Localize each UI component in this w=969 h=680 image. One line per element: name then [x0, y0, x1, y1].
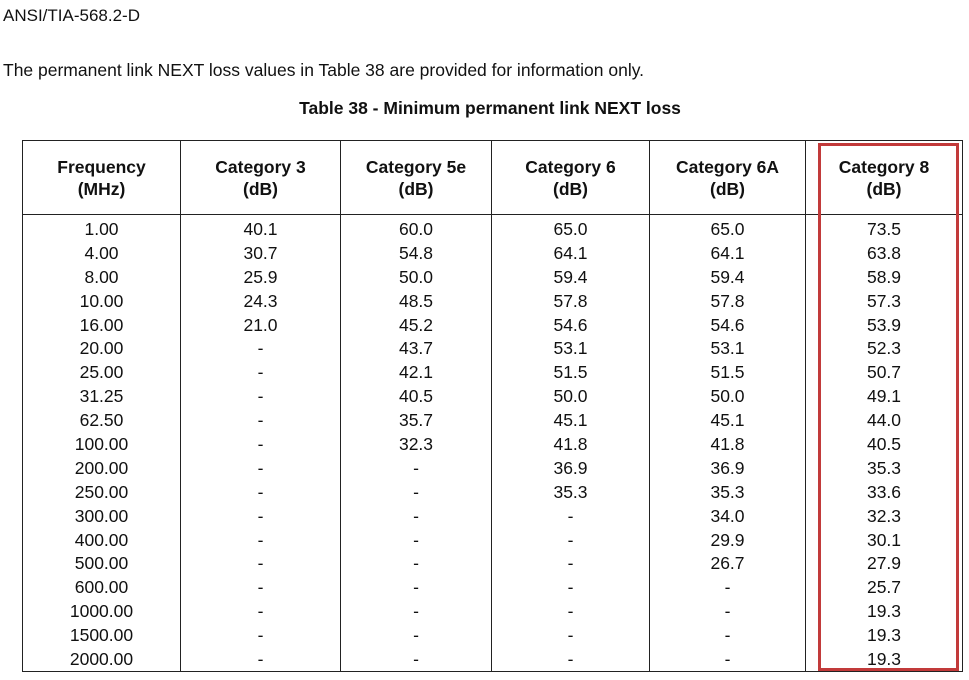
category-3-cell: -	[181, 623, 341, 647]
category-6-cell: -	[492, 528, 650, 552]
next-loss-table	[22, 140, 963, 672]
table-row	[23, 265, 963, 289]
category-8-cell: 49.1	[806, 384, 963, 408]
category-6a-cell: 50.0	[650, 384, 806, 408]
category-5e-cell: 32.3	[341, 432, 492, 456]
category-5e-cell: -	[341, 599, 492, 623]
category-3-cell: -	[181, 647, 341, 671]
category-6-cell: 64.1	[492, 241, 650, 265]
frequency-cell: 4.00	[23, 241, 181, 265]
category-5e-cell: -	[341, 551, 492, 575]
table-row	[23, 599, 963, 623]
category-6a-cell: 54.6	[650, 313, 806, 337]
table-row	[23, 528, 963, 552]
category-5e-cell: -	[341, 480, 492, 504]
table-row	[23, 360, 963, 384]
category-8-cell: 27.9	[806, 551, 963, 575]
frequency-cell: 1.00	[23, 215, 181, 241]
table-row	[23, 432, 963, 456]
category-5e-cell: 42.1	[341, 360, 492, 384]
table-row	[23, 384, 963, 408]
category-8-cell: 32.3	[806, 504, 963, 528]
category-5e-cell: -	[341, 456, 492, 480]
category-6a-cell: 53.1	[650, 336, 806, 360]
table-title: Table 38 - Minimum permanent link NEXT loss	[299, 98, 681, 118]
header-frequency	[23, 141, 181, 215]
header-label: Frequency	[57, 156, 146, 177]
header-category-6	[492, 141, 650, 215]
category-3-cell: -	[181, 336, 341, 360]
category-5e-cell: -	[341, 575, 492, 599]
category-3-cell: -	[181, 504, 341, 528]
frequency-cell: 2000.00	[23, 647, 181, 671]
category-6-cell: 57.8	[492, 289, 650, 313]
category-3-cell: -	[181, 480, 341, 504]
category-6-cell: 65.0	[492, 215, 650, 241]
category-6-cell: -	[492, 504, 650, 528]
category-8-cell: 35.3	[806, 456, 963, 480]
category-3-cell: 21.0	[181, 313, 341, 337]
table-row	[23, 504, 963, 528]
table-body	[23, 215, 963, 672]
category-3-cell: 25.9	[181, 265, 341, 289]
category-3-cell: -	[181, 360, 341, 384]
frequency-cell: 600.00	[23, 575, 181, 599]
category-3-cell: -	[181, 408, 341, 432]
category-6-cell: 35.3	[492, 480, 650, 504]
frequency-cell: 25.00	[23, 360, 181, 384]
table-row	[23, 647, 963, 671]
category-8-cell: 19.3	[806, 599, 963, 623]
category-6-cell: -	[492, 551, 650, 575]
category-5e-cell: 45.2	[341, 313, 492, 337]
category-3-cell: 40.1	[181, 215, 341, 241]
category-3-cell: 24.3	[181, 289, 341, 313]
header-unit: (dB)	[243, 178, 278, 199]
table-header-row	[23, 141, 963, 215]
category-3-cell: -	[181, 551, 341, 575]
category-6-cell: 51.5	[492, 360, 650, 384]
table-row	[23, 456, 963, 480]
table-row	[23, 215, 963, 241]
category-6-cell: 50.0	[492, 384, 650, 408]
category-8-cell: 40.5	[806, 432, 963, 456]
header-unit: (dB)	[398, 178, 434, 199]
header-label: Category 8	[838, 156, 930, 177]
category-6a-cell: 64.1	[650, 241, 806, 265]
header-label: Category 5e	[365, 156, 467, 177]
header-label: Category 3	[215, 156, 306, 177]
category-6a-cell: 34.0	[650, 504, 806, 528]
table-row	[23, 289, 963, 313]
category-6-cell: 45.1	[492, 408, 650, 432]
header-label: Category 6	[525, 156, 616, 177]
table-row	[23, 551, 963, 575]
category-6-cell: -	[492, 575, 650, 599]
category-6-cell: -	[492, 647, 650, 671]
table-row	[23, 408, 963, 432]
header-label: Category 6A	[675, 156, 780, 177]
category-6-cell: -	[492, 599, 650, 623]
frequency-cell: 10.00	[23, 289, 181, 313]
category-5e-cell: -	[341, 647, 492, 671]
category-6-cell: 54.6	[492, 313, 650, 337]
intro-text: The permanent link NEXT loss values in Table 38 are provided for information only.	[3, 60, 645, 80]
category-8-cell: 53.9	[806, 313, 963, 337]
category-8-cell: 25.7	[806, 575, 963, 599]
category-6a-cell: 29.9	[650, 528, 806, 552]
category-8-cell: 57.3	[806, 289, 963, 313]
category-5e-cell: 40.5	[341, 384, 492, 408]
category-6-cell: 59.4	[492, 265, 650, 289]
category-5e-cell: 35.7	[341, 408, 492, 432]
header-unit: (dB)	[866, 178, 902, 199]
table-row	[23, 480, 963, 504]
frequency-cell: 20.00	[23, 336, 181, 360]
header-unit: (dB)	[710, 178, 745, 199]
category-6a-cell: -	[650, 575, 806, 599]
category-6a-cell: 35.3	[650, 480, 806, 504]
category-3-cell: -	[181, 456, 341, 480]
category-3-cell: -	[181, 432, 341, 456]
category-6a-cell: -	[650, 599, 806, 623]
frequency-cell: 1000.00	[23, 599, 181, 623]
category-3-cell: -	[181, 528, 341, 552]
frequency-cell: 200.00	[23, 456, 181, 480]
category-5e-cell: -	[341, 504, 492, 528]
category-5e-cell: 54.8	[341, 241, 492, 265]
category-8-cell: 44.0	[806, 408, 963, 432]
category-6a-cell: 57.8	[650, 289, 806, 313]
category-8-cell: 19.3	[806, 623, 963, 647]
table-row	[23, 575, 963, 599]
table-row	[23, 623, 963, 647]
frequency-cell: 62.50	[23, 408, 181, 432]
category-8-cell: 50.7	[806, 360, 963, 384]
frequency-cell: 400.00	[23, 528, 181, 552]
category-5e-cell: 48.5	[341, 289, 492, 313]
category-6-cell: -	[492, 623, 650, 647]
category-8-cell: 52.3	[806, 336, 963, 360]
table-row	[23, 241, 963, 265]
frequency-cell: 8.00	[23, 265, 181, 289]
category-5e-cell: -	[341, 528, 492, 552]
category-8-cell: 30.1	[806, 528, 963, 552]
header-unit: (MHz)	[77, 178, 126, 199]
category-5e-cell: 50.0	[341, 265, 492, 289]
category-5e-cell: -	[341, 623, 492, 647]
category-8-cell: 63.8	[806, 241, 963, 265]
frequency-cell: 500.00	[23, 551, 181, 575]
header-category-8	[806, 141, 963, 215]
category-6-cell: 36.9	[492, 456, 650, 480]
frequency-cell: 1500.00	[23, 623, 181, 647]
standard-id: ANSI/TIA-568.2-D	[3, 6, 140, 25]
header-category-5e	[341, 141, 492, 215]
category-6a-cell: 51.5	[650, 360, 806, 384]
category-6a-cell: 36.9	[650, 456, 806, 480]
category-6a-cell: -	[650, 647, 806, 671]
category-6a-cell: 65.0	[650, 215, 806, 241]
table-row	[23, 313, 963, 337]
category-6-cell: 53.1	[492, 336, 650, 360]
header-category-3	[181, 141, 341, 215]
category-8-cell: 19.3	[806, 647, 963, 671]
frequency-cell: 250.00	[23, 480, 181, 504]
category-3-cell: 30.7	[181, 241, 341, 265]
category-6a-cell: 41.8	[650, 432, 806, 456]
category-8-cell: 73.5	[806, 215, 963, 241]
frequency-cell: 100.00	[23, 432, 181, 456]
category-5e-cell: 43.7	[341, 336, 492, 360]
category-3-cell: -	[181, 384, 341, 408]
category-3-cell: -	[181, 599, 341, 623]
category-6a-cell: -	[650, 623, 806, 647]
category-6a-cell: 26.7	[650, 551, 806, 575]
category-8-cell: 58.9	[806, 265, 963, 289]
frequency-cell: 31.25	[23, 384, 181, 408]
category-6-cell: 41.8	[492, 432, 650, 456]
category-6a-cell: 59.4	[650, 265, 806, 289]
category-8-cell: 33.6	[806, 480, 963, 504]
category-5e-cell: 60.0	[341, 215, 492, 241]
table-row	[23, 336, 963, 360]
frequency-cell: 16.00	[23, 313, 181, 337]
category-6a-cell: 45.1	[650, 408, 806, 432]
category-3-cell: -	[181, 575, 341, 599]
header-category-6a	[650, 141, 806, 215]
header-unit: (dB)	[553, 178, 588, 199]
frequency-cell: 300.00	[23, 504, 181, 528]
